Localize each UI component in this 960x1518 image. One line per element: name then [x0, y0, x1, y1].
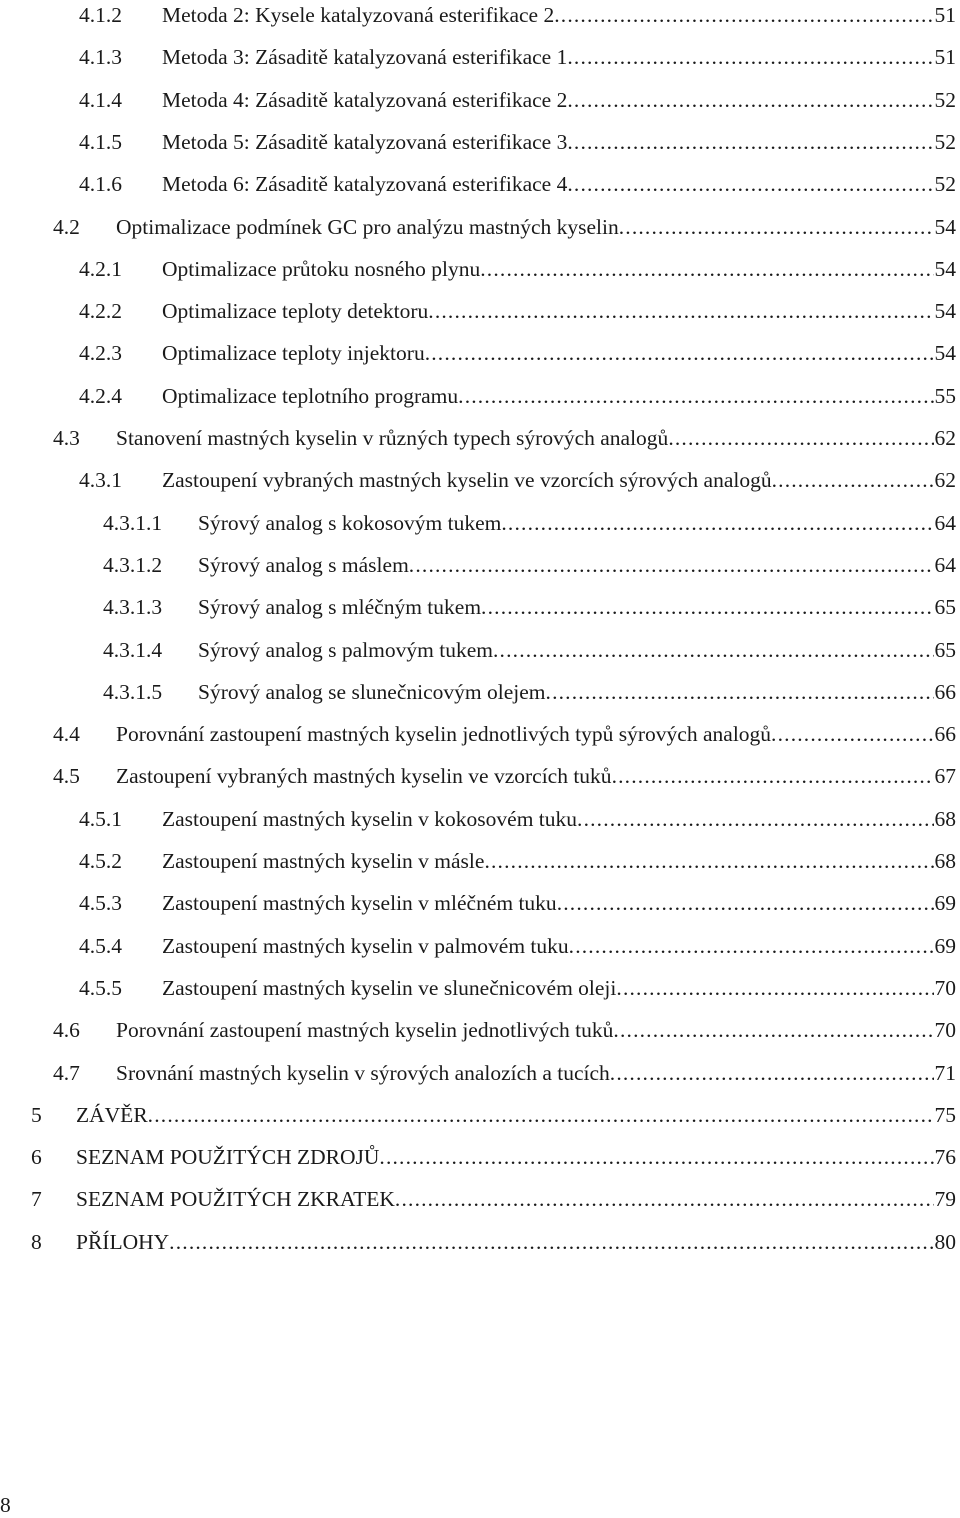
toc-entry[interactable]: [0, 931, 960, 961]
toc-entry-title: ZÁVĚR: [76, 1102, 148, 1127]
toc-entry-number: 4.4: [53, 722, 80, 747]
toc-entry[interactable]: [0, 635, 960, 665]
toc-entry-number: 4.3: [53, 426, 80, 450]
toc-entry-page: 54: [934, 341, 956, 366]
toc-entry-number: 4.1.3: [79, 45, 122, 70]
toc-dot-leader: [567, 127, 933, 157]
toc-entry-title: Zastoupení vybraných mastných kyselin ve vzorcích sýrových analogů: [162, 468, 772, 493]
toc-entry-page: 62: [934, 468, 956, 493]
toc-entry-number: 4.2.1: [79, 256, 122, 281]
toc-entry-page: 65: [934, 595, 956, 620]
toc-entry-title: Zastoupení mastných kyselin v palmovém tuku: [162, 933, 569, 958]
toc-entry-body: [162, 127, 956, 157]
toc-dot-leader: [481, 592, 933, 622]
toc-entry-number: 6: [31, 1145, 42, 1170]
toc-entry-body: [162, 973, 956, 1003]
toc-entry-page: 54: [934, 256, 956, 281]
toc-entry-body: [116, 719, 956, 749]
toc-dot-leader: [554, 0, 933, 30]
toc-entry-page: 64: [934, 510, 956, 535]
toc-entry-page: 55: [934, 383, 956, 408]
toc-entry-page: 71: [934, 1060, 956, 1085]
toc-entry-title: Metoda 4: Zásaditě katalyzovaná esterifikace 2: [162, 87, 568, 112]
toc-entry[interactable]: [0, 1015, 960, 1045]
toc-entry-body: [162, 296, 956, 326]
toc-entry-page: 70: [934, 975, 956, 1000]
toc-entry-title: Sýrový analog s mléčným tukem: [198, 595, 482, 620]
toc-entry-title: Optimalizace podmínek GC pro analýzu mastných kyselin: [116, 214, 619, 239]
toc-dot-leader: [772, 465, 934, 495]
toc-entry[interactable]: [0, 1058, 960, 1088]
toc-entry-number: 7: [31, 1187, 42, 1212]
toc-entry-page: 51: [934, 45, 956, 70]
page-number: 8: [0, 1493, 11, 1517]
toc-entry-body: [162, 0, 956, 30]
toc-entry-body: [76, 1184, 956, 1214]
toc-entry[interactable]: [0, 508, 960, 538]
toc-entry-page: 52: [934, 129, 956, 154]
toc-entry[interactable]: [0, 1184, 960, 1214]
toc-entry-title: Stanovení mastných kyselin v různých typech sýrových analogů: [116, 426, 669, 450]
toc-entry-number: 4.7: [53, 1060, 80, 1085]
toc-entry-page: 69: [934, 891, 956, 916]
toc-entry-number: 4.2.2: [79, 299, 122, 324]
toc-entry-title: Optimalizace teploty detektoru: [162, 299, 429, 324]
toc-entry-number: 4.5.4: [79, 933, 122, 958]
toc-entry-number: 4.5: [53, 764, 80, 789]
toc-entry-body: [76, 1227, 956, 1257]
toc-entry-title: Optimalizace průtoku nosného plynu: [162, 256, 481, 281]
toc-entry-body: [162, 846, 956, 876]
toc-entry-title: Sýrový analog s máslem: [198, 552, 409, 577]
toc-entry-body: [162, 338, 956, 368]
toc-entry-title: Sýrový analog s palmovým tukem: [198, 637, 493, 662]
toc-entry-page: 76: [934, 1145, 956, 1170]
toc-entry-body: [198, 508, 956, 538]
toc-entry-body: [116, 1015, 956, 1045]
toc-entry-number: 4.6: [53, 1018, 80, 1043]
toc-entry-title: Metoda 6: Zásaditě katalyzovaná esterifikace 4: [162, 172, 568, 197]
toc-dot-leader: [428, 296, 933, 326]
toc-entry-number: 4.5.3: [79, 891, 122, 916]
toc-entry-number: 4.3.1.3: [103, 595, 163, 620]
toc-entry[interactable]: [0, 254, 960, 284]
toc-entry-title: Porovnání zastoupení mastných kyselin jednotlivých tuků: [116, 1018, 614, 1043]
toc-dot-leader: [379, 1142, 933, 1172]
toc-dot-leader: [395, 1184, 934, 1214]
toc-entry-body: [116, 212, 956, 242]
toc-dot-leader: [148, 1100, 934, 1130]
toc-entry-title: Porovnání zastoupení mastných kyselin jednotlivých typů sýrových analogů: [116, 722, 772, 747]
toc-entry[interactable]: [0, 592, 960, 622]
toc-entry-title: Sýrový analog s kokosovým tukem: [198, 510, 502, 535]
toc-entry-title: Optimalizace teplotního programu: [162, 383, 459, 408]
toc-entry-title: Metoda 2: Kysele katalyzovaná esterifikace 2: [162, 3, 555, 27]
toc-entry-page: 51: [934, 3, 956, 27]
toc-entry-title: Sýrový analog se slunečnicovým olejem: [198, 679, 546, 704]
toc-entry-page: 79: [934, 1187, 956, 1212]
toc-entry[interactable]: [0, 465, 960, 495]
toc-entry-body: [162, 42, 956, 72]
toc-entry[interactable]: [0, 719, 960, 749]
toc-entry-page: 75: [934, 1102, 956, 1127]
toc-dot-leader: [501, 508, 933, 538]
toc-entry-page: 69: [934, 933, 956, 958]
toc-entry[interactable]: [0, 338, 960, 368]
toc-entry-page: 66: [934, 722, 956, 747]
toc-entry[interactable]: [0, 85, 960, 115]
toc-entry-number: 5: [31, 1102, 42, 1127]
toc-entry-title: Zastoupení mastných kyselin v kokosovém tuku: [162, 806, 578, 831]
toc-entry[interactable]: [0, 423, 960, 453]
toc-entry-page: 65: [934, 637, 956, 662]
toc-entry-body: [116, 423, 956, 453]
toc-entry-number: 4.3.1: [79, 468, 122, 493]
toc-entry-body: [162, 85, 956, 115]
toc-entry-page: 52: [934, 172, 956, 197]
toc-entry-body: [76, 1100, 956, 1130]
toc-dot-leader: [619, 212, 934, 242]
toc-entry-body: [198, 592, 956, 622]
toc-entry-title: Srovnání mastných kyselin v sýrových analozích a tucích: [116, 1060, 610, 1085]
toc-entry-title: Zastoupení mastných kyselin ve slunečnicovém oleji: [162, 975, 617, 1000]
toc-entry-body: [76, 1142, 956, 1172]
toc-dot-leader: [169, 1227, 933, 1257]
toc-dot-leader: [567, 42, 933, 72]
toc-entry[interactable]: [0, 550, 960, 580]
toc-entry-title: Zastoupení mastných kyselin v mléčném tuku: [162, 891, 557, 916]
toc-entry-number: 4.5.5: [79, 975, 122, 1000]
toc-entry-title: Optimalizace teploty injektoru: [162, 341, 425, 366]
toc-entry-title: SEZNAM POUŽITÝCH ZKRATEK: [76, 1187, 395, 1212]
toc-entry[interactable]: [0, 127, 960, 157]
toc-dot-leader: [480, 254, 933, 284]
toc-entry-number: 4.1.2: [79, 3, 122, 27]
toc-entry-body: [198, 550, 956, 580]
toc-entry-number: 4.1.6: [79, 172, 122, 197]
toc-entry[interactable]: [0, 381, 960, 411]
toc-dot-leader: [610, 1058, 934, 1088]
toc-dot-leader: [458, 381, 933, 411]
toc-entry-body: [116, 761, 956, 791]
toc-entry[interactable]: [0, 1142, 960, 1172]
toc-entry-number: 4.1.4: [79, 87, 122, 112]
toc-entry-body: [162, 888, 956, 918]
toc-dot-leader: [771, 719, 933, 749]
toc-dot-leader: [546, 677, 934, 707]
toc-entry-number: 4.2: [53, 214, 80, 239]
toc-entry-number: 4.5.2: [79, 849, 122, 873]
toc-entry-body: [198, 677, 956, 707]
toc-entry[interactable]: [0, 169, 960, 199]
toc-dot-leader: [493, 635, 934, 665]
toc-entry-number: 8: [31, 1229, 42, 1254]
toc-entry-number: 4.1.5: [79, 129, 122, 154]
toc-entry-page: 70: [934, 1018, 956, 1043]
toc-entry[interactable]: [0, 296, 960, 326]
toc-entry-page: 68: [934, 806, 956, 831]
toc-dot-leader: [557, 888, 934, 918]
toc-entry-title: PŘÍLOHY: [76, 1229, 170, 1254]
toc-entry-body: [162, 804, 956, 834]
toc-entry-number: 4.5.1: [79, 806, 122, 831]
toc-dot-leader: [668, 423, 933, 453]
toc-entry-page: 54: [934, 299, 956, 324]
toc-entry-page: 68: [934, 849, 956, 873]
toc-entry-body: [162, 169, 956, 199]
toc-dot-leader: [577, 804, 933, 834]
toc-dot-leader: [425, 338, 934, 368]
toc-entry-page: 54: [934, 214, 956, 239]
toc-entry-body: [162, 931, 956, 961]
toc-entry[interactable]: [0, 761, 960, 791]
toc-dot-leader: [409, 550, 934, 580]
toc-dot-leader: [567, 169, 933, 199]
toc-entry-page: 64: [934, 552, 956, 577]
toc-dot-leader: [613, 1015, 933, 1045]
toc-entry[interactable]: [0, 212, 960, 242]
toc-entry[interactable]: [0, 804, 960, 834]
toc-entry[interactable]: [0, 1100, 960, 1130]
toc-entry-page: 66: [934, 679, 956, 704]
toc-entry[interactable]: [0, 1227, 960, 1257]
toc-dot-leader: [569, 931, 934, 961]
toc-entry-number: 4.3.1.1: [103, 510, 163, 535]
toc-entry[interactable]: [0, 0, 960, 30]
toc-entry-body: [116, 1058, 956, 1088]
toc-dot-leader: [612, 761, 934, 791]
toc-entry-title: Metoda 5: Zásaditě katalyzovaná esterifikace 3: [162, 129, 568, 154]
toc-entry[interactable]: [0, 677, 960, 707]
toc-entry[interactable]: [0, 42, 960, 72]
toc-dot-leader: [484, 846, 933, 876]
toc-entry-page: 67: [934, 764, 956, 789]
toc-entry[interactable]: [0, 973, 960, 1003]
toc-entry-page: 80: [934, 1229, 956, 1254]
toc-entry-number: 4.3.1.2: [103, 552, 163, 577]
toc-entry-body: [162, 381, 956, 411]
toc-entry[interactable]: [0, 888, 960, 918]
toc-entry-title: Zastoupení mastných kyselin v másle: [162, 849, 485, 873]
toc-entry-body: [162, 254, 956, 284]
toc-entry-number: 4.2.4: [79, 383, 122, 408]
toc-entry[interactable]: [0, 846, 960, 876]
toc-entry-title: SEZNAM POUŽITÝCH ZDROJŮ: [76, 1145, 380, 1170]
toc-entry-number: 4.3.1.5: [103, 679, 163, 704]
toc-dot-leader: [616, 973, 933, 1003]
toc-entry-body: [162, 465, 956, 495]
toc-entry-body: [198, 635, 956, 665]
toc-entry-number: 4.2.3: [79, 341, 122, 366]
toc-entry-number: 4.3.1.4: [103, 637, 163, 662]
toc-entry-title: Metoda 3: Zásaditě katalyzovaná esterifikace 1: [162, 45, 568, 70]
toc-dot-leader: [567, 85, 933, 115]
toc-entry-title: Zastoupení vybraných mastných kyselin ve vzorcích tuků: [116, 764, 612, 789]
toc-entry-page: 62: [934, 426, 956, 450]
toc-entry-page: 52: [934, 87, 956, 112]
